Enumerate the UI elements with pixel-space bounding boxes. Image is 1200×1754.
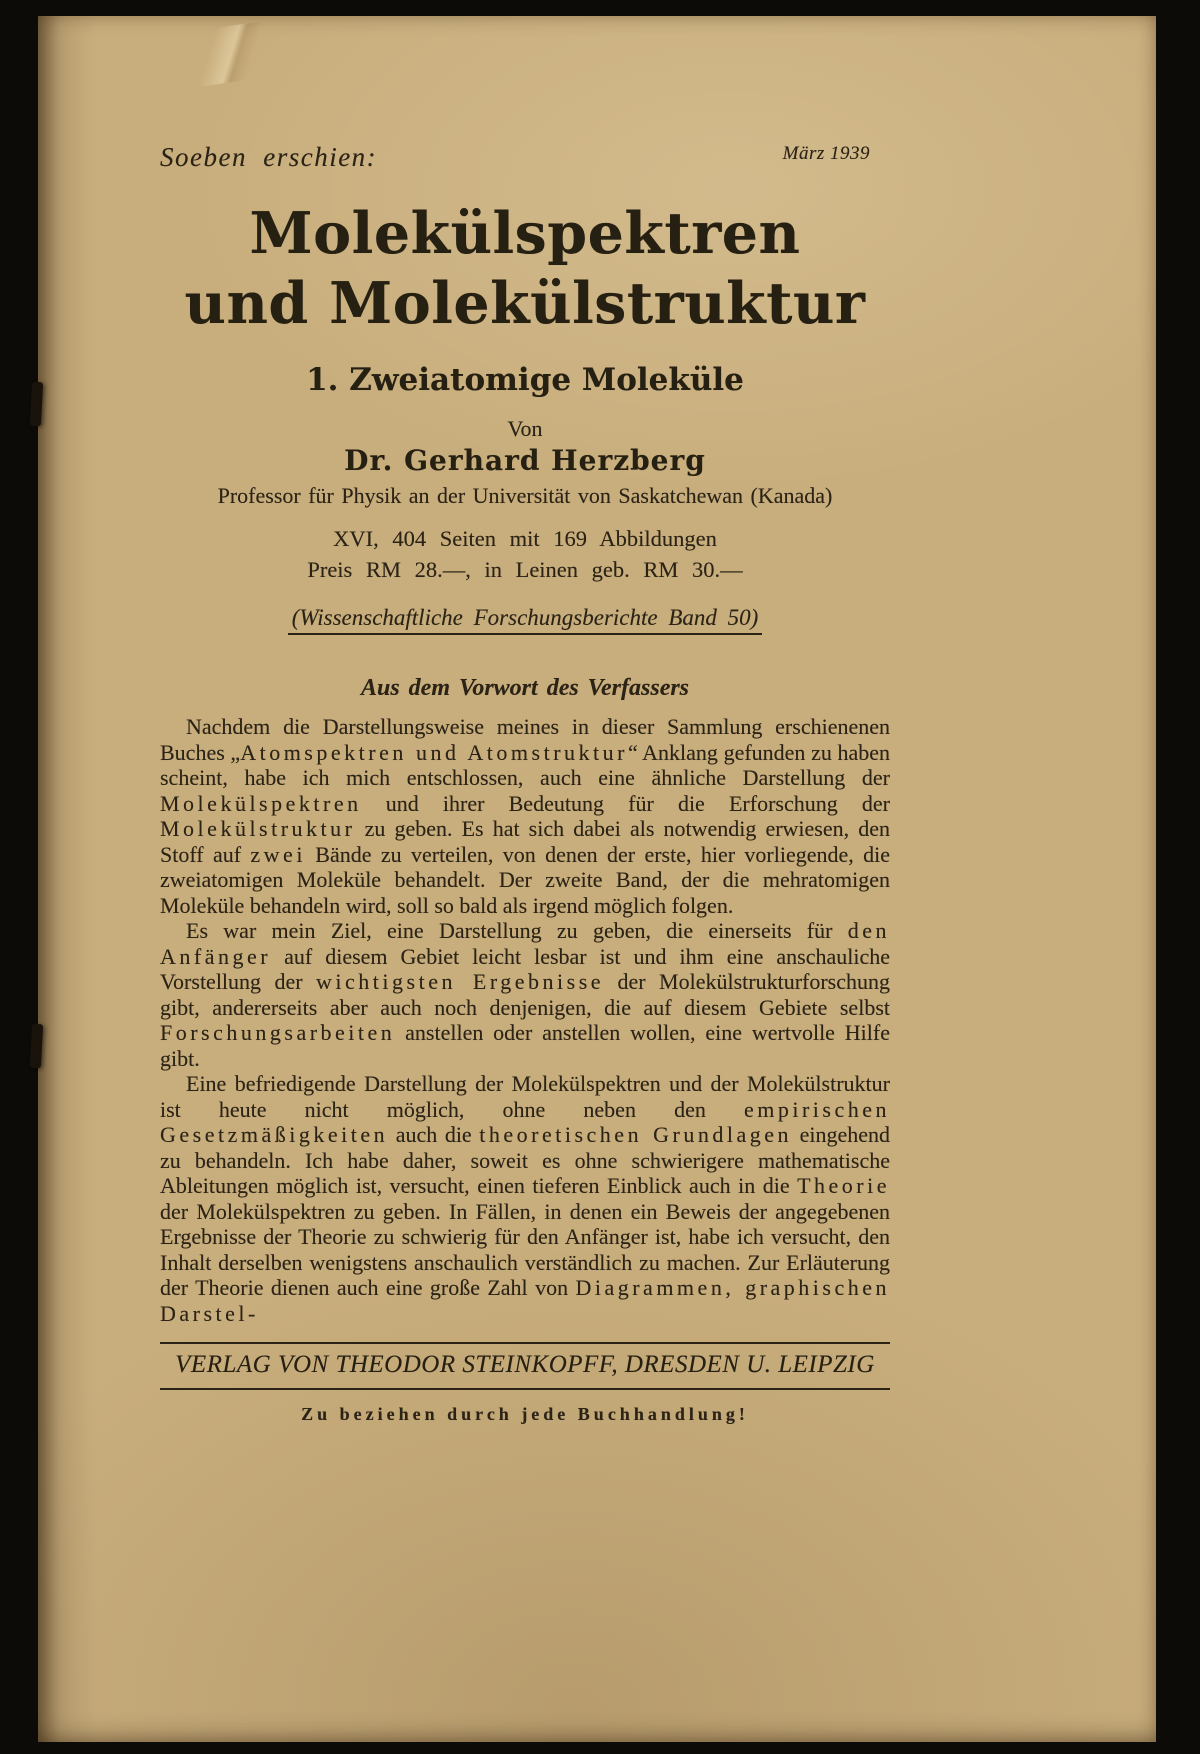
publisher-line: VERLAG VON THEODOR STEINKOPFF, DRESDEN U. LEIPZIG <box>175 1351 875 1379</box>
series-note-text: (Wissenschaftliche Forschungsberichte Band 50) <box>288 605 763 635</box>
header-row <box>160 142 890 173</box>
emphasized-spaced-text: Atomspektren und Atomstruktur <box>240 739 628 765</box>
staple-mark-bottom <box>30 1024 43 1069</box>
byline-label: Von <box>507 416 543 442</box>
body-text: zu geben. Es hat sich dabei als notwendig erwiesen, den Stoff auf <box>160 816 890 867</box>
book-title-line2: und Molekülstruktur <box>184 269 866 337</box>
emphasized-spaced-text: theoretischen Grundlagen <box>479 1122 793 1148</box>
foreword-paragraph <box>160 918 890 1071</box>
staple-mark-top <box>30 382 43 427</box>
book-title <box>160 199 890 338</box>
foreword-paragraphs <box>160 714 890 1326</box>
publication-date: März 1939 <box>782 143 870 164</box>
divider-rule-bottom <box>160 1388 890 1390</box>
body-text: anstellen oder anstellen wollen, eine wertvolle Hilfe gibt. <box>160 1020 890 1071</box>
volume-subtitle: 1. Zweiatomige Moleküle <box>306 362 744 399</box>
body-text: der Molekülspektren zu geben. In Fällen, in denen ein Beweis der angegebenen Ergebnisse der Theorie zu schwierig für den Anfänger ist, habe ich versucht, den Inhalt derselben wenigstens anschaulich verständlich zu machen. Zur Erläuterung der Theorie dienen auch eine große Zahl von <box>160 1198 890 1301</box>
author-name: Dr. Gerhard Herzberg <box>344 444 706 478</box>
emphasized-spaced-text: Forschungsarbeiten <box>160 1020 396 1046</box>
paper-sheet <box>38 16 1156 1742</box>
pages-line: XVI, 404 Seiten mit 169 Abbildungen <box>333 526 717 552</box>
body-text: und ihrer Bedeutung für die Erforschung der <box>361 790 890 816</box>
foreword-paragraph <box>160 1071 890 1326</box>
body-text: Bände zu verteilen, von denen der erste, hier vorliegende, die zweiatomigen Moleküle behandelt. Der zweite Band, der die mehratomigen Moleküle behandeln wird, soll so bald als irgend möglich folgen. <box>160 841 890 918</box>
series-note <box>160 605 890 631</box>
body-text: Nachdem die Darstellungsweise meines in dieser Sammlung erschienenen Buches „ <box>160 714 890 765</box>
body-text: der Molekülstrukturforschung gibt, andererseits aber auch noch denjenigen, die auf diesem Gebiete selbst <box>160 969 890 1020</box>
book-title-line1: Molekülspektren <box>249 200 801 267</box>
emphasized-spaced-text: zwei <box>250 841 306 867</box>
page-content <box>160 16 890 1425</box>
author-affiliation: Professor für Physik an der Universität von Saskatchewan (Kanada) <box>217 483 833 509</box>
body-text: “ Anklang gefunden zu haben scheint, habe ich mich entschlossen, auch eine ähnliche Darstellung der <box>160 739 891 791</box>
emphasized-spaced-text: den Anfänger <box>160 918 890 969</box>
body-text: auch die <box>388 1122 480 1148</box>
announcement-text: Soeben erschien: <box>160 142 378 172</box>
emphasized-spaced-text: Molekülspektren <box>160 790 362 816</box>
body-text: eingehend zu behandeln. Ich habe daher, soweit es ohne schwierigere mathematische Ableitungen möglich ist, versucht, einen tieferen Einblick auch in die <box>160 1122 891 1199</box>
body-text: Eine befriedigende Darstellung der Molekülspektren und der Molekülstruktur ist heute nicht möglich, ohne neben den <box>160 1071 890 1122</box>
publisher-block <box>160 1342 890 1425</box>
emphasized-spaced-text: Molekülstruktur <box>160 816 356 842</box>
foreword-paragraph <box>160 714 890 918</box>
body-text: auf diesem Gebiet leicht lesbar ist und ihm eine anschauliche Vorstellung der <box>160 943 890 995</box>
emphasized-spaced-text: Diagrammen, graphischen Darstel- <box>160 1275 890 1326</box>
price-line: Preis RM 28.—, in Leinen geb. RM 30.— <box>307 557 743 583</box>
emphasized-spaced-text: Theorie <box>797 1173 890 1199</box>
book-specs <box>160 523 890 585</box>
emphasized-spaced-text: wichtigsten Ergebnisse <box>316 969 605 995</box>
foreword-heading: Aus dem Vorwort des Verfassers <box>360 675 690 702</box>
order-line: Zu beziehen durch jede Buchhandlung! <box>301 1404 749 1425</box>
emphasized-spaced-text: empirischen Gesetzmäßigkeiten <box>160 1096 890 1148</box>
body-text: Es war mein Ziel, eine Darstellung zu geben, die einerseits für <box>186 918 848 944</box>
